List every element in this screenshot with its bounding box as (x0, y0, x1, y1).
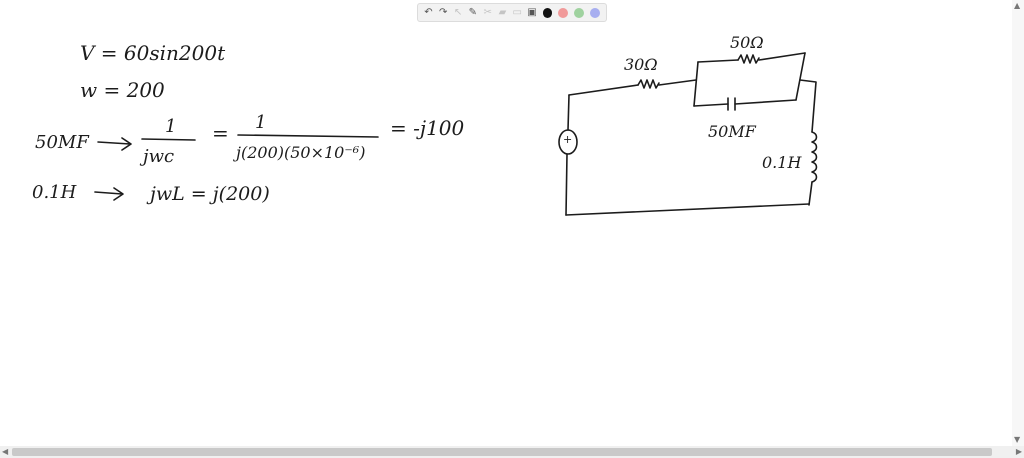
note-capacitive-reactance: = -j100 (390, 116, 465, 140)
fraction-denominator-1: jwc (143, 146, 175, 167)
wire (568, 95, 569, 130)
fraction-numerator-2: 1 (255, 112, 267, 133)
highlighter-icon[interactable]: ▰ (498, 7, 507, 18)
undo-icon[interactable]: ↶ (424, 7, 433, 18)
wire (659, 80, 696, 85)
scroll-down-arrow-icon[interactable]: ▼ (1014, 435, 1021, 444)
wire (698, 60, 738, 62)
wire (694, 104, 728, 106)
fraction-bar-2 (238, 135, 378, 137)
wire (759, 53, 805, 60)
capacitor-icon (728, 98, 735, 110)
vertical-scrollbar[interactable] (1012, 0, 1024, 446)
resistor-30-label: 30Ω (624, 55, 658, 74)
resistor-30-icon (638, 80, 659, 88)
fraction-bar-1 (142, 139, 195, 140)
wire (566, 204, 809, 215)
redo-icon[interactable]: ↷ (439, 7, 448, 18)
wire (796, 53, 805, 100)
resistor-50-label: 50Ω (730, 33, 764, 52)
image-icon[interactable]: ▣ (527, 7, 537, 18)
note-inductance: 0.1H (32, 182, 77, 203)
resistor-50-icon (738, 55, 759, 63)
note-omega: w = 200 (80, 78, 165, 102)
note-voltage: V = 60sin200t (80, 41, 226, 65)
wire (735, 100, 796, 104)
note-inductive-reactance: jwL = j(200) (150, 183, 270, 205)
wire (694, 62, 698, 106)
pen-icon[interactable]: ✎ (468, 7, 478, 18)
wire (800, 80, 816, 132)
inductor-label: 0.1H (762, 153, 802, 172)
equals-sign: = (212, 121, 229, 145)
source-polarity: + (563, 133, 573, 146)
scroll-left-arrow-icon[interactable]: ◀ (2, 447, 9, 456)
wire (809, 182, 812, 205)
horizontal-scrollbar[interactable] (0, 446, 1024, 458)
inductor-icon (812, 132, 817, 182)
fraction-denominator-2: j(200)(50×10⁻⁶) (236, 143, 366, 162)
fraction-numerator-1: 1 (165, 116, 177, 137)
circuit-diagram (559, 33, 817, 215)
tools-icon[interactable]: ✂ (483, 7, 492, 18)
shape-icon[interactable]: ▭ (512, 7, 522, 18)
scroll-up-arrow-icon[interactable]: ▲ (1014, 1, 1021, 10)
wire (569, 85, 638, 95)
scroll-right-arrow-icon[interactable]: ▶ (1015, 447, 1022, 456)
arrow-icon (95, 188, 123, 200)
wire (566, 154, 567, 215)
arrow-icon (98, 138, 131, 150)
horizontal-scroll-thumb[interactable] (12, 448, 992, 456)
capacitor-label: 50MF (708, 122, 756, 141)
note-capacitance: 50MF (35, 132, 89, 153)
select-icon[interactable]: ↖ (453, 7, 463, 18)
